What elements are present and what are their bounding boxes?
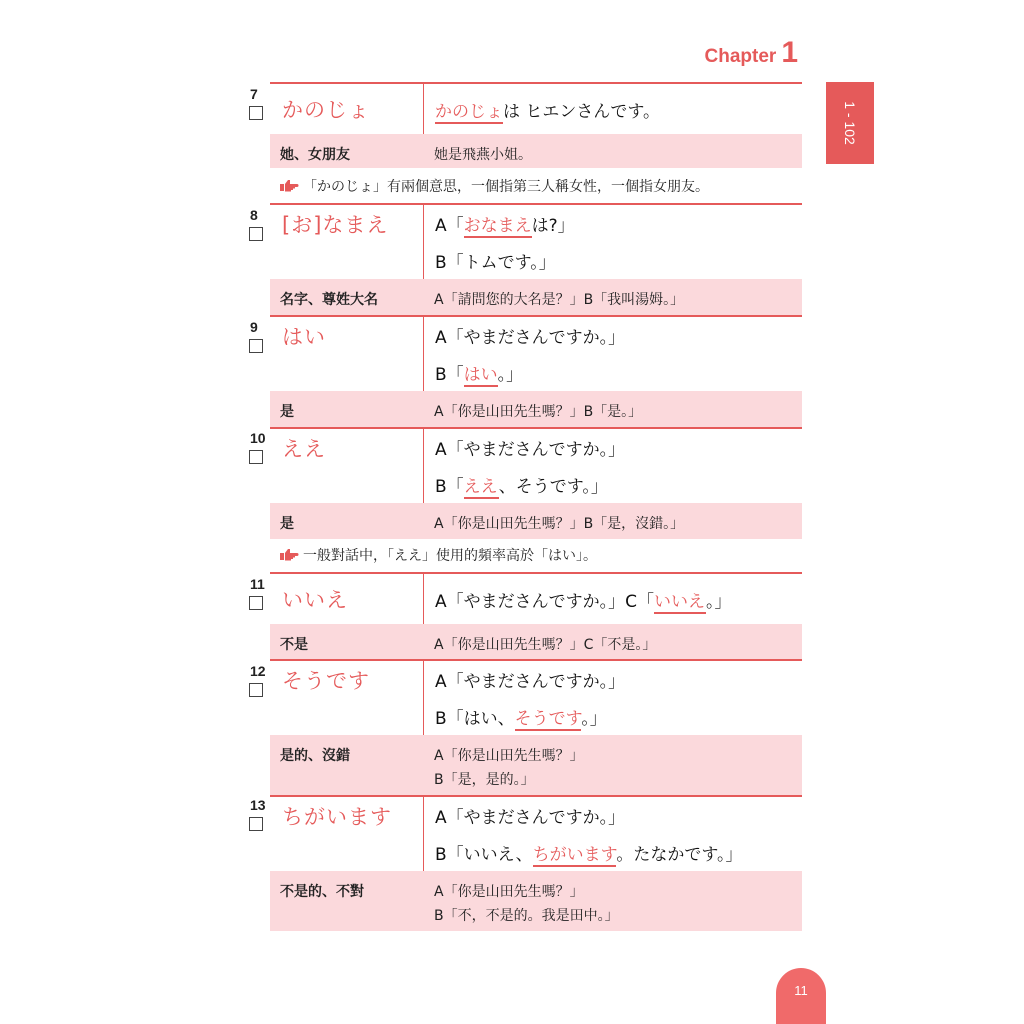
keyword: はい xyxy=(463,365,498,385)
example-row xyxy=(270,429,802,466)
example-row xyxy=(270,354,802,391)
entry-checkbox[interactable] xyxy=(249,339,263,353)
entry-10 xyxy=(270,427,802,539)
keyword: ちがいます xyxy=(532,845,617,865)
note-text: 一般對話中，「ええ」使用的頻率高於「はい」。 xyxy=(303,548,597,564)
entry-13 xyxy=(270,795,802,931)
example-sentence: A「やまださんですか。」 xyxy=(435,440,626,460)
example-row xyxy=(270,834,802,871)
entry-8 xyxy=(270,203,802,315)
translation: A「你是山田先生嗎？」 B「不，不是的。我是田中。」 xyxy=(434,884,619,924)
example-sentence: A「やまださんですか。」 xyxy=(435,672,626,692)
example-sentence: B「はい、そうです。」 xyxy=(435,709,607,729)
translation-row xyxy=(270,503,802,539)
vocab-word: [お]なまえ xyxy=(282,212,389,237)
entry-number: 10 xyxy=(250,430,266,446)
vocab-word: はい xyxy=(282,324,326,349)
example-row xyxy=(270,317,802,354)
pointing-hand-icon xyxy=(279,548,299,562)
entry-11 xyxy=(270,572,802,660)
vocab-word: そうです xyxy=(282,668,370,693)
example-row xyxy=(270,466,802,503)
meaning: 是的、沒錯 xyxy=(280,748,350,764)
example-row xyxy=(270,205,802,242)
vocab-word: かのじょ xyxy=(282,98,370,122)
translation: 她是飛燕小姐。 xyxy=(434,147,532,163)
translation: A「你是山田先生嗎？」 B「是，是的。」 xyxy=(434,748,584,788)
entry-12 xyxy=(270,659,802,795)
chapter-heading xyxy=(705,36,798,70)
side-tab xyxy=(826,82,874,164)
example-row xyxy=(270,797,802,834)
example-row xyxy=(270,574,802,624)
keyword: ええ xyxy=(463,477,499,497)
note xyxy=(279,545,597,565)
example-sentence: かのじょは ヒエンさんです。 xyxy=(435,101,661,122)
translation: A「你是山田先生嗎？」B「是，沒錯。」 xyxy=(434,516,685,532)
entry-number: 11 xyxy=(250,576,265,592)
entry-checkbox[interactable] xyxy=(249,450,263,464)
entry-checkbox[interactable] xyxy=(249,817,263,831)
example-row xyxy=(270,242,802,279)
entry-number: 7 xyxy=(250,86,258,102)
example-sentence: B「はい。」 xyxy=(435,365,524,385)
translation-row xyxy=(270,134,802,168)
entry-number: 8 xyxy=(250,207,258,223)
keyword: いいえ xyxy=(654,591,707,612)
page-number: 11 xyxy=(776,968,826,1024)
vocab-word: いいえ xyxy=(282,588,348,612)
example-row xyxy=(270,84,802,134)
entry-checkbox[interactable] xyxy=(249,106,263,120)
example-sentence: B「トムです。」 xyxy=(435,253,556,273)
note xyxy=(279,176,709,196)
keyword: そうです xyxy=(514,709,582,729)
side-tab-label: 1 - 102 xyxy=(842,101,858,145)
keyword: かのじょ xyxy=(435,101,503,122)
example-sentence: B「ええ、そうです。」 xyxy=(435,477,608,497)
meaning: 是 xyxy=(280,516,294,532)
entry-number: 13 xyxy=(250,797,266,813)
entry-checkbox[interactable] xyxy=(249,227,263,241)
translation: A「請問您的大名是？」B「我叫湯姆。」 xyxy=(434,292,685,308)
meaning: 不是 xyxy=(280,637,308,653)
meaning: 她、女朋友 xyxy=(280,147,350,163)
example-row xyxy=(270,661,802,698)
translation-row xyxy=(270,624,802,660)
entry-number: 9 xyxy=(250,319,258,335)
entry-7 xyxy=(270,84,802,168)
entry-number: 12 xyxy=(250,663,266,679)
vocab-word: ちがいます xyxy=(282,804,392,829)
translation-row xyxy=(270,279,802,315)
vocab-word: ええ xyxy=(282,436,326,461)
example-sentence: A「やまださんですか。」 xyxy=(435,808,626,828)
meaning: 不是的、不對 xyxy=(280,884,364,900)
example-sentence: A「おなまえは?」 xyxy=(435,216,575,236)
pointing-hand-icon xyxy=(279,179,299,193)
translation: A「你是山田先生嗎？」B「是。」 xyxy=(434,404,643,420)
translation-row xyxy=(270,735,802,795)
meaning: 是 xyxy=(280,404,294,420)
example-sentence: B「いいえ、ちがいます。たなかです。」 xyxy=(435,845,743,865)
keyword: おなまえ xyxy=(463,216,532,236)
entry-9 xyxy=(270,315,802,427)
example-row xyxy=(270,698,802,735)
chapter-word: Chapter xyxy=(704,46,777,67)
chapter-number: 1 xyxy=(781,36,798,69)
note-text: 「かのじょ」有兩個意思，一個指第三人稱女性，一個指女朋友。 xyxy=(303,179,709,195)
example-sentence: A「やまださんですか。」C「いいえ。」 xyxy=(435,591,732,612)
translation-row xyxy=(270,871,802,931)
entry-checkbox[interactable] xyxy=(249,596,263,610)
example-sentence: A「やまださんですか。」 xyxy=(435,328,626,348)
meaning: 名字、尊姓大名 xyxy=(280,292,378,308)
entry-checkbox[interactable] xyxy=(249,683,263,697)
translation-row xyxy=(270,391,802,427)
translation: A「你是山田先生嗎？」C「不是。」 xyxy=(434,637,657,653)
